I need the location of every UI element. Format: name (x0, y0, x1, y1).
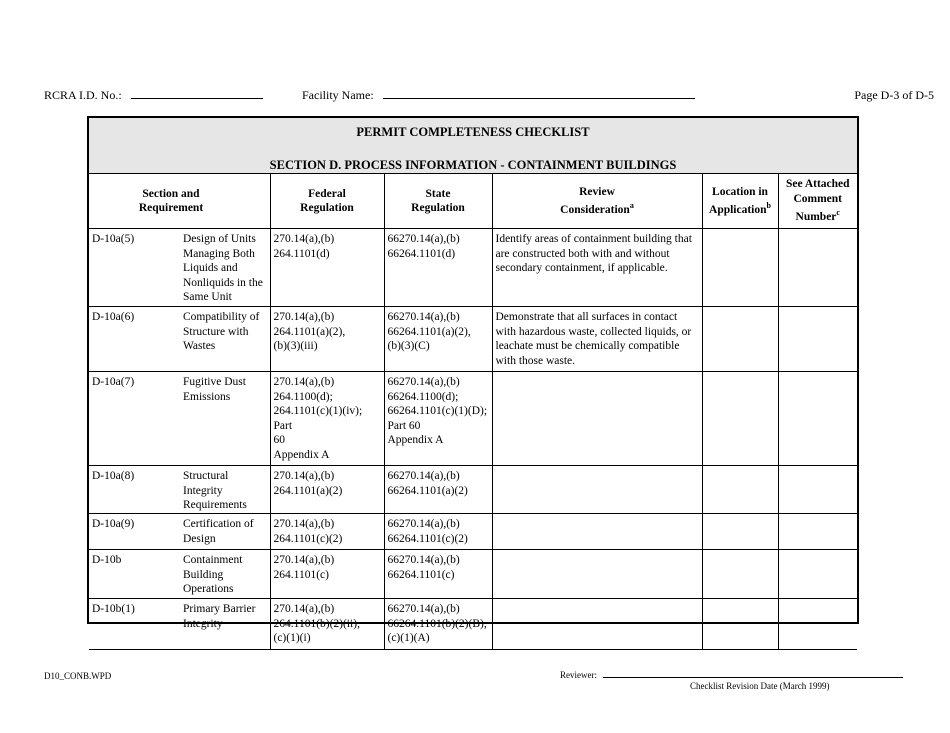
review-consideration (493, 514, 702, 520)
comment-number-cell[interactable] (778, 599, 857, 650)
section-code: D-10b(1) (92, 603, 135, 615)
state-regulation-cell (384, 229, 492, 307)
section-code: D-10a(6) (92, 311, 135, 323)
section-requirement: Fugitive Dust Emissions (183, 376, 246, 403)
section-code: D-10a(7) (92, 376, 135, 388)
col-header-comment-sup: c (836, 208, 840, 218)
review-consideration (493, 372, 702, 378)
federal-regulation: 270.14(a),(b) 264.1100(d); 264.1101(c)(1)(iv); Part 60 Appendix A (273, 376, 363, 461)
revision-date: Checklist Revision Date (March 1999) (690, 681, 830, 691)
review-consideration-cell (492, 229, 702, 307)
reviewer-blank[interactable] (603, 669, 903, 678)
col-header-federal-label: Federal Regulation (300, 187, 354, 214)
review-consideration-cell (492, 466, 702, 514)
federal-regulation: 270.14(a),(b) 264.1101(c) (273, 554, 335, 581)
section-cell (89, 599, 270, 650)
review-consideration-cell (492, 550, 702, 599)
location-in-application-cell[interactable] (702, 550, 778, 599)
facility-name-blank[interactable] (383, 88, 695, 99)
section-requirement: Compatibility of Structure with Wastes (183, 311, 260, 352)
table-row (89, 372, 857, 466)
federal-regulation-cell (270, 599, 384, 650)
location-in-application-cell[interactable] (702, 372, 778, 466)
table-row (89, 514, 857, 550)
col-header-location-sup: b (766, 201, 771, 211)
section-code: D-10a(5) (92, 233, 135, 245)
review-consideration-cell (492, 514, 702, 550)
state-regulation-cell (384, 372, 492, 466)
col-header-comment-label: See Attached Comment Number (785, 178, 850, 224)
page-number: Page D-3 of D-5 (854, 88, 934, 102)
col-header-location-label: Location in Application (709, 185, 768, 216)
section-cell (89, 372, 270, 466)
col-header-state-label: State Regulation (411, 187, 465, 214)
federal-regulation: 270.14(a),(b) 264.1101(a)(2), (b)(3)(iii) (273, 311, 346, 352)
federal-regulation-cell (270, 466, 384, 514)
state-regulation-cell (384, 466, 492, 514)
file-name: D10_CONB.WPD (44, 671, 112, 681)
col-header-federal (270, 174, 384, 229)
state-regulation: 66270.14(a),(b) 66264.1101(c)(2) (387, 518, 468, 545)
section-code: D-10a(9) (92, 518, 135, 530)
federal-regulation-cell (270, 372, 384, 466)
reviewer-field (560, 669, 903, 680)
section-requirement: Design of Units Managing Both Liquids and Nonliquids in the Same Unit (183, 233, 263, 303)
facility-name-field (302, 88, 695, 103)
state-regulation: 66270.14(a),(b) 66264.1101(a)(2), (b)(3)(C) (387, 311, 471, 352)
section-cell (89, 514, 270, 550)
federal-regulation-cell (270, 514, 384, 550)
state-regulation-cell (384, 550, 492, 599)
checklist-table (89, 174, 857, 650)
review-consideration (493, 599, 702, 605)
section-code: D-10b (92, 554, 122, 566)
checklist-title: PERMIT COMPLETENESS CHECKLIST (356, 125, 590, 139)
state-regulation-cell (384, 599, 492, 650)
comment-number-cell[interactable] (778, 307, 857, 372)
review-consideration-cell (492, 599, 702, 650)
col-header-section (89, 174, 270, 229)
state-regulation-cell (384, 307, 492, 372)
col-header-comment (778, 174, 857, 229)
section-cell (89, 466, 270, 514)
review-consideration: Identify areas of containment building that are constructed both with and without secondary containment, if applicable. (495, 233, 692, 274)
federal-regulation: 270.14(a),(b) 264.1101(b)(2)(ii), (c)(1)(i) (273, 603, 360, 644)
review-consideration-cell (492, 307, 702, 372)
section-requirement: Structural Integrity Requirements (183, 470, 247, 511)
rcra-id-label: RCRA I.D. No.: (44, 88, 122, 102)
table-row (89, 466, 857, 514)
federal-regulation: 270.14(a),(b) 264.1101(a)(2) (273, 470, 343, 497)
reviewer-label: Reviewer: (560, 670, 597, 680)
location-in-application-cell[interactable] (702, 229, 778, 307)
col-header-location (702, 174, 778, 229)
comment-number-cell[interactable] (778, 466, 857, 514)
review-consideration (493, 466, 702, 472)
col-header-review-label: Review Consideration (560, 185, 630, 216)
section-requirement: Certification of Design (183, 518, 254, 545)
comment-number-cell[interactable] (778, 229, 857, 307)
table-row (89, 229, 857, 307)
state-regulation: 66270.14(a),(b) 66264.1101(d) (387, 233, 460, 260)
table-row (89, 307, 857, 372)
table-row (89, 550, 857, 599)
state-regulation: 66270.14(a),(b) 66264.1101(c) (387, 554, 460, 581)
section-title: SECTION D. PROCESS INFORMATION - CONTAINMENT BUILDINGS (269, 158, 677, 172)
comment-number-cell[interactable] (778, 550, 857, 599)
section-cell (89, 307, 270, 372)
section-cell (89, 229, 270, 307)
federal-regulation-cell (270, 307, 384, 372)
comment-number-cell[interactable] (778, 514, 857, 550)
section-requirement: Containment Building Operations (183, 554, 243, 595)
review-consideration-cell (492, 372, 702, 466)
location-in-application-cell[interactable] (702, 466, 778, 514)
table-header-row (89, 174, 857, 229)
rcra-id-blank[interactable] (131, 88, 263, 99)
state-regulation: 66270.14(a),(b) 66264.1100(d); 66264.1101(c)(1)(D); Part 60 Appendix A (387, 376, 488, 446)
checklist-title-block (89, 118, 857, 174)
location-in-application-cell[interactable] (702, 599, 778, 650)
federal-regulation-cell (270, 550, 384, 599)
section-requirement: Primary Barrier Integrity (183, 603, 256, 630)
federal-regulation: 270.14(a),(b) 264.1101(d) (273, 233, 335, 260)
federal-regulation: 270.14(a),(b) 264.1101(c)(2) (273, 518, 343, 545)
review-consideration: Demonstrate that all surfaces in contact with hazardous waste, collected liquids, or leachate must be chemically compatible with those waste. (495, 311, 692, 367)
review-consideration (493, 550, 702, 556)
state-regulation: 66270.14(a),(b) 66264.1101(a)(2) (387, 470, 468, 497)
state-regulation-cell (384, 514, 492, 550)
section-code: D-10a(8) (92, 470, 135, 482)
col-header-state (384, 174, 492, 229)
checklist-table-frame (87, 116, 859, 644)
section-cell (89, 550, 270, 599)
facility-name-label: Facility Name: (302, 88, 374, 102)
location-in-application-cell[interactable] (702, 307, 778, 372)
table-row (89, 599, 857, 650)
federal-regulation-cell (270, 229, 384, 307)
col-header-section-label: Section and Requirement (138, 187, 204, 214)
location-in-application-cell[interactable] (702, 514, 778, 550)
rcra-id-field (44, 88, 263, 103)
state-regulation: 66270.14(a),(b) 66264.1101(b)(2)(B), (c)(1)(A) (387, 603, 487, 644)
col-header-review-sup: a (629, 201, 634, 211)
col-header-review (492, 174, 702, 229)
comment-number-cell[interactable] (778, 372, 857, 466)
